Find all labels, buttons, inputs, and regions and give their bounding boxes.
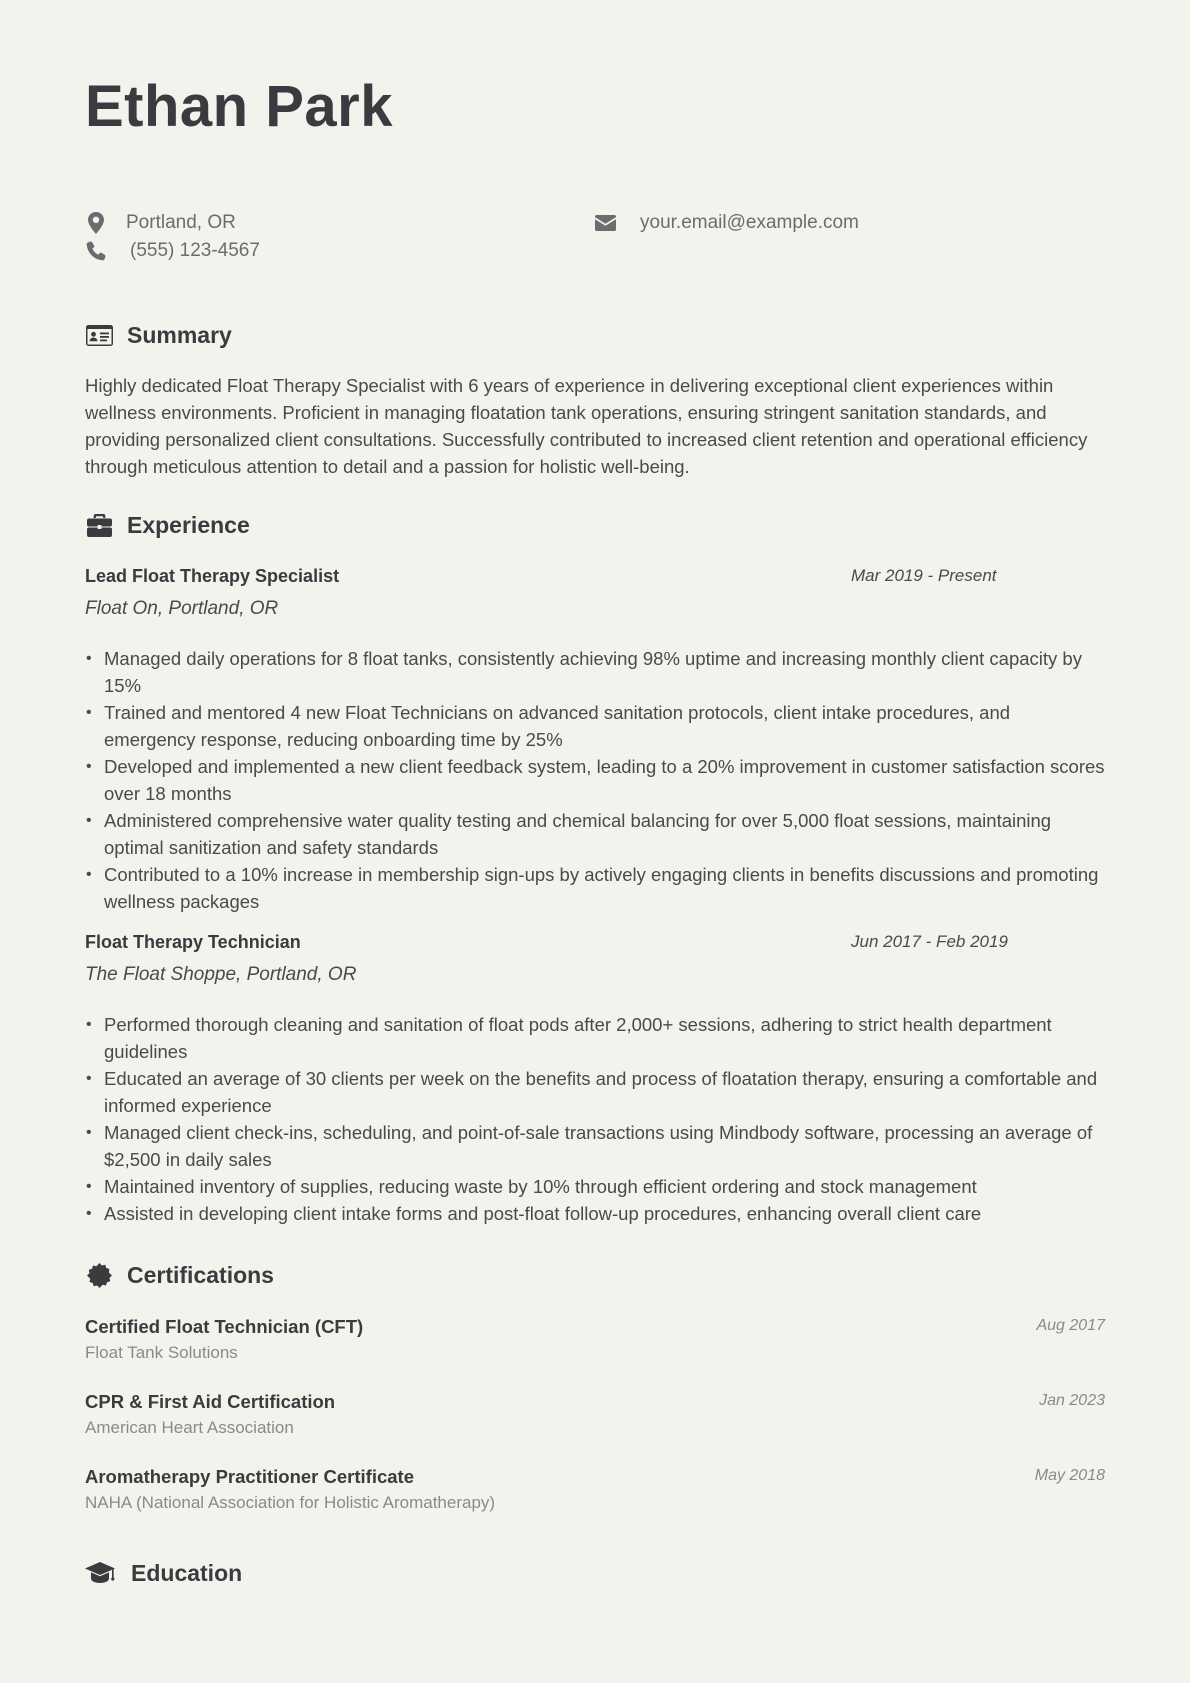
list-item: • Developed and implemented a new client feedback system, leading to a 20% improvement in customer satisfaction scores over 18 months <box>85 753 1105 807</box>
job-title: Float Therapy Technician <box>85 932 301 952</box>
list-item: • Trained and mentored 4 new Float Technicians on advanced sanitation protocols, client intake procedures, and emergency response, reducing onboarding time by 25% <box>85 699 1105 753</box>
job-company: Float On, Portland, OR <box>85 598 279 619</box>
job-company: The Float Shoppe, Portland, OR <box>85 964 357 985</box>
map-marker-icon <box>85 212 107 234</box>
briefcase-icon <box>85 513 113 539</box>
envelope-icon <box>594 212 616 234</box>
certifications-heading-label: Certifications <box>127 1262 274 1288</box>
contact-location <box>85 212 236 234</box>
job-title: Lead Float Therapy Specialist <box>85 566 340 586</box>
certification-issuer: Float Tank Solutions <box>85 1343 238 1362</box>
contact-phone <box>85 240 260 262</box>
list-item: • Contributed to a 10% increase in membership sign-ups by actively engaging clients in benefits discussions and promoting wellness packages <box>85 861 1105 915</box>
summary-heading <box>85 322 232 349</box>
certification-date: Jan 2023 <box>1039 1392 1105 1409</box>
certification-date: May 2018 <box>1034 1467 1105 1484</box>
list-item: • Maintained inventory of supplies, reducing waste by 10% through efficient ordering and stock management <box>85 1173 1105 1200</box>
graduation-cap-icon <box>85 1561 115 1587</box>
certification-issuer: NAHA (National Association for Holistic Aromatherapy) <box>85 1493 496 1512</box>
certificate-icon <box>85 1263 113 1289</box>
list-item: • Managed client check-ins, scheduling, and point-of-sale transactions using Mindbody software, processing an average of $2,500 in daily sales <box>85 1119 1105 1173</box>
list-item: • Administered comprehensive water quality testing and chemical balancing for over 5,000 float sessions, maintaining optimal sanitization and safety standards <box>85 807 1105 861</box>
experience-heading-label: Experience <box>127 512 250 538</box>
job-bullet-list <box>85 1011 1105 1227</box>
certification-name: CPR & First Aid Certification <box>85 1391 336 1412</box>
certifications-heading <box>85 1262 274 1289</box>
list-item: • Performed thorough cleaning and sanitation of float pods after 2,000+ sessions, adhering to strict health department guidelines <box>85 1011 1105 1065</box>
list-item: • Educated an average of 30 clients per week on the benefits and process of floatation therapy, ensuring a comfortable and informed experience <box>85 1065 1105 1119</box>
job-dates: Mar 2019 - Present <box>851 566 997 585</box>
certification-name: Certified Float Technician (CFT) <box>85 1316 364 1337</box>
summary-text: Highly dedicated Float Therapy Specialist with 6 years of experience in delivering exceptional client experiences within wellness environments. Proficient in managing floatation tank operations, ensuring stringent sanitation standards, and providing personalized client consultations. Successfully contributed to increased client retention and operational efficiency through meticulous attention to detail and a passion for holistic well-being. <box>85 375 1088 477</box>
certification-name: Aromatherapy Practitioner Certificate <box>85 1466 414 1487</box>
list-item: • Managed daily operations for 8 float tanks, consistently achieving 98% uptime and increasing monthly client capacity by 15% <box>85 645 1105 699</box>
phone-icon <box>85 240 107 262</box>
job-dates: Jun 2017 - Feb 2019 <box>851 932 1008 951</box>
contact-email[interactable] <box>594 212 859 234</box>
candidate-name: Ethan Park <box>85 74 393 139</box>
list-item: • Assisted in developing client intake forms and post-float follow-up procedures, enhancing overall client care <box>85 1200 1105 1227</box>
certification-date: Aug 2017 <box>1036 1317 1105 1334</box>
id-card-icon <box>85 323 113 349</box>
location-text: Portland, OR <box>126 212 236 233</box>
education-heading <box>85 1560 242 1587</box>
summary-heading-label: Summary <box>127 322 232 348</box>
email-text[interactable]: your.email@example.com <box>640 212 859 233</box>
experience-heading <box>85 512 250 539</box>
certification-issuer: American Heart Association <box>85 1418 294 1437</box>
job-bullet-list <box>85 645 1105 915</box>
phone-text: (555) 123-4567 <box>130 240 260 261</box>
education-heading-label: Education <box>131 1560 243 1586</box>
